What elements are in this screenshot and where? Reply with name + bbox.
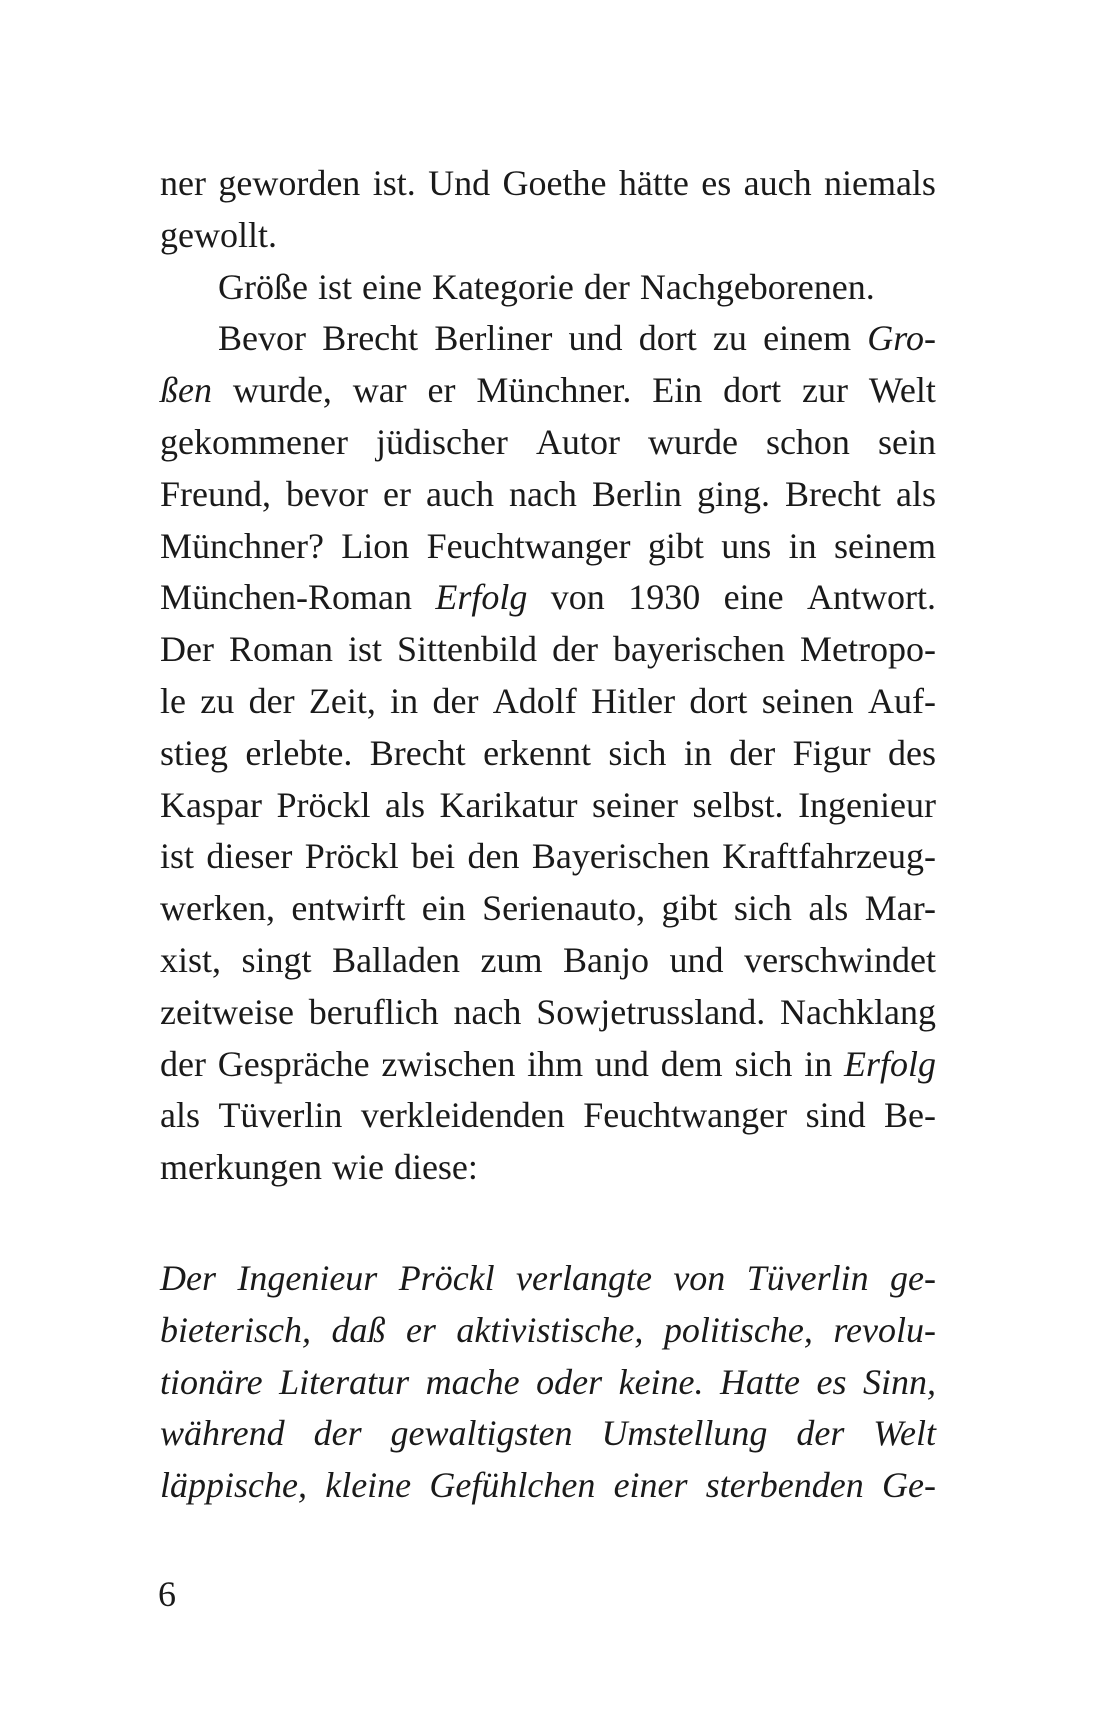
body-text-line: [160, 987, 936, 1039]
word: ein: [421, 888, 466, 929]
word: dort: [723, 370, 782, 411]
word: Autor: [535, 421, 620, 462]
word: Ge-: [881, 1465, 936, 1506]
word: zum: [480, 939, 543, 980]
word: als: [808, 888, 849, 929]
word: Berlin: [591, 473, 682, 514]
word: Größe: [218, 266, 308, 307]
word: Münchner?: [160, 525, 324, 566]
word: Tüverlin: [218, 1095, 343, 1136]
quote-text-line: [160, 1357, 936, 1409]
word: beruflich: [308, 991, 439, 1032]
word: auch: [425, 473, 494, 514]
word: als: [160, 1095, 200, 1136]
word: diese:: [393, 1147, 478, 1188]
word: Nachgeborenen.: [639, 266, 875, 307]
body-text-line: [160, 158, 936, 210]
body-text-line: [160, 313, 936, 365]
word: xist,: [160, 939, 222, 980]
word: zur: [801, 370, 848, 411]
word: Pröckl: [276, 784, 371, 825]
word: den: [467, 836, 520, 877]
word: schon: [765, 421, 850, 462]
word: der: [796, 1413, 845, 1454]
word: München-Roman: [160, 577, 412, 618]
quoted-passage: [160, 1253, 936, 1512]
word: Gro-: [867, 318, 936, 359]
word: Bevor: [218, 318, 306, 359]
body-text-line: [160, 521, 936, 573]
word: Berliner: [434, 318, 553, 359]
word: erkennt: [483, 732, 592, 773]
word: gekommener: [160, 421, 348, 462]
word: der: [313, 1413, 362, 1454]
body-text-line: [160, 831, 936, 883]
word: Auf-: [867, 680, 936, 721]
word: mache: [425, 1361, 520, 1402]
word: daß: [331, 1309, 386, 1350]
word: geworden: [218, 163, 361, 203]
word: oder: [536, 1361, 603, 1402]
body-text-line: [160, 262, 936, 314]
body-text-line: [160, 728, 936, 780]
word: dort: [638, 318, 697, 359]
word: dieser: [206, 836, 293, 877]
word: Brecht: [322, 318, 419, 359]
word: Welt: [873, 1413, 936, 1454]
word: des: [887, 732, 936, 773]
word: Nachklang: [780, 991, 936, 1032]
word: sich: [733, 888, 792, 929]
page-number: 6: [158, 1574, 176, 1614]
word: wurde,: [232, 370, 332, 411]
word: Hatte: [720, 1361, 800, 1402]
word: Der: [160, 1258, 216, 1298]
word: Metropo-: [799, 629, 936, 670]
body-text-line: [160, 780, 936, 832]
word: und: [594, 1043, 649, 1084]
word: Sowjetrussland.: [536, 991, 766, 1032]
word: keine.: [618, 1361, 704, 1402]
word: der: [248, 680, 295, 721]
word: ist: [317, 266, 352, 307]
word: gewaltigsten: [390, 1413, 573, 1454]
word: seinem: [833, 525, 936, 566]
word: in: [390, 680, 419, 721]
word: verschwindet: [744, 939, 936, 980]
word: erlebte.: [245, 732, 353, 773]
word: Karikatur: [439, 784, 578, 825]
word: Sittenbild: [397, 629, 538, 670]
word: Umstellung: [601, 1413, 768, 1454]
word: seinen: [761, 680, 854, 721]
body-text-line: [160, 1142, 936, 1194]
word: der: [729, 732, 776, 773]
body-text-line: [160, 1090, 936, 1142]
quote-text-line: [160, 1253, 936, 1305]
word: Be-: [884, 1095, 936, 1136]
word: Serienauto,: [482, 888, 646, 929]
word: es: [816, 1361, 847, 1402]
word: Pröckl: [304, 836, 399, 877]
word: Mar-: [864, 888, 936, 929]
word: gibt: [647, 525, 704, 566]
word: wie: [331, 1147, 384, 1188]
word: revolu-: [833, 1309, 936, 1350]
word: er: [383, 473, 411, 514]
body-text-line: [160, 572, 936, 624]
body-text-line: [160, 469, 936, 521]
word: sterbenden: [705, 1465, 864, 1506]
word: er: [405, 1309, 436, 1350]
word: Roman: [228, 629, 333, 670]
word: bevor: [286, 473, 368, 514]
word: Adolf: [492, 680, 577, 721]
word: kleine: [325, 1465, 412, 1506]
body-text-line: [160, 1039, 936, 1091]
word: bei: [411, 836, 456, 877]
quote-text-line: [160, 1305, 936, 1357]
word: eine: [723, 577, 784, 618]
word: in: [788, 525, 817, 566]
word: und: [669, 939, 724, 980]
word: ge-: [890, 1258, 936, 1298]
word: entwirft: [291, 888, 406, 929]
word: sich: [608, 732, 667, 773]
word: Gefühlchen: [429, 1465, 596, 1506]
word: der: [160, 1043, 206, 1084]
word: von: [550, 577, 605, 618]
word: eine: [361, 266, 422, 307]
word: Ingenieur: [237, 1258, 378, 1298]
word: politische,: [663, 1309, 813, 1350]
word: Brecht: [784, 473, 881, 514]
word: Gespräche: [217, 1043, 370, 1084]
word: Pröckl: [398, 1258, 495, 1298]
word: sind: [805, 1095, 866, 1136]
word: Bayerischen: [531, 836, 710, 877]
word: ihm: [527, 1043, 584, 1084]
word: ner: [160, 163, 206, 203]
word: dem: [660, 1043, 723, 1084]
word: tionäre: [160, 1361, 263, 1402]
word: läppische,: [160, 1465, 307, 1506]
word: singt: [241, 939, 312, 980]
word: niemals: [823, 163, 936, 203]
word: als: [385, 784, 426, 825]
word: war: [352, 370, 407, 411]
word: Ingenieur: [798, 784, 936, 825]
word: zwischen: [381, 1043, 516, 1084]
body-text-line: [160, 417, 936, 469]
word: Freund,: [160, 473, 271, 514]
word: zu: [712, 318, 747, 359]
word: Kaspar: [160, 784, 262, 825]
word: aktivistische,: [456, 1309, 644, 1350]
word: merkungen: [160, 1147, 322, 1188]
word: ßen: [160, 370, 212, 411]
word: in: [804, 1043, 833, 1084]
word: le: [160, 680, 186, 721]
word: Ein: [652, 370, 703, 411]
body-text-line: [160, 676, 936, 728]
word: während: [160, 1413, 285, 1454]
word: Kraftfahrzeug-: [722, 836, 936, 877]
word: seiner: [592, 784, 678, 825]
body-text-line: [160, 883, 936, 935]
word: 1930: [628, 577, 701, 618]
word: hätte: [618, 163, 689, 203]
word: Antwort.: [806, 577, 936, 618]
word: bayerischen: [613, 629, 785, 670]
word: Hitler: [591, 680, 676, 721]
word: sich: [734, 1043, 793, 1084]
word: ging.: [696, 473, 770, 514]
word: der: [432, 680, 479, 721]
word: auch: [743, 163, 812, 203]
word: als: [895, 473, 936, 514]
word: nach: [453, 991, 522, 1032]
word: Welt: [868, 370, 936, 411]
word: Kategorie: [431, 266, 574, 307]
body-text-line: [160, 935, 936, 987]
body-text-line: [160, 365, 936, 417]
word: Balladen: [332, 939, 461, 980]
word: von: [673, 1258, 726, 1298]
word: gibt: [661, 888, 718, 929]
word: der: [583, 266, 630, 307]
word: ist.: [372, 163, 416, 203]
word: der: [552, 629, 599, 670]
body-text-line: [160, 624, 936, 676]
word: zeitweise: [160, 991, 294, 1032]
word: Der: [160, 629, 214, 670]
body-text-line: [160, 210, 936, 262]
word: selbst.: [692, 784, 784, 825]
word: verlangte: [516, 1258, 652, 1298]
word: sein: [877, 421, 936, 462]
word: Sinn,: [862, 1361, 936, 1402]
word: Lion: [341, 525, 410, 566]
word: werken,: [160, 888, 275, 929]
word: Tüverlin: [746, 1258, 869, 1298]
word: bieterisch,: [160, 1309, 311, 1350]
word: wurde: [647, 421, 738, 462]
word: Banjo: [563, 939, 650, 980]
word: Münchner.: [476, 370, 632, 411]
word: ist: [348, 629, 383, 670]
word: es: [701, 163, 732, 203]
quote-text-line: [160, 1460, 936, 1512]
word: Zeit,: [308, 680, 376, 721]
word: er: [427, 370, 456, 411]
quote-text-line: [160, 1408, 936, 1460]
word: einer: [613, 1465, 688, 1506]
word: Erfolg: [843, 1043, 936, 1084]
word: ist: [160, 836, 195, 877]
word: Figur: [792, 732, 871, 773]
word: Feuchtwanger: [426, 525, 631, 566]
word: Feuchtwanger: [583, 1095, 788, 1136]
word: verkleidenden: [360, 1095, 565, 1136]
word: stieg: [160, 732, 228, 773]
body-text: [160, 158, 936, 1194]
word: jüdischer: [375, 421, 508, 462]
word: dort: [689, 680, 748, 721]
word: Literatur: [279, 1361, 410, 1402]
word: uns: [721, 525, 772, 566]
word: zu: [200, 680, 235, 721]
word: Goethe: [502, 163, 607, 203]
word: in: [683, 732, 712, 773]
word: Und: [428, 163, 491, 203]
word: gewollt.: [160, 214, 277, 255]
word: einem: [763, 318, 852, 359]
word: Brecht: [369, 732, 466, 773]
word: nach: [508, 473, 577, 514]
word: Erfolg: [435, 577, 528, 618]
word: und: [568, 318, 623, 359]
